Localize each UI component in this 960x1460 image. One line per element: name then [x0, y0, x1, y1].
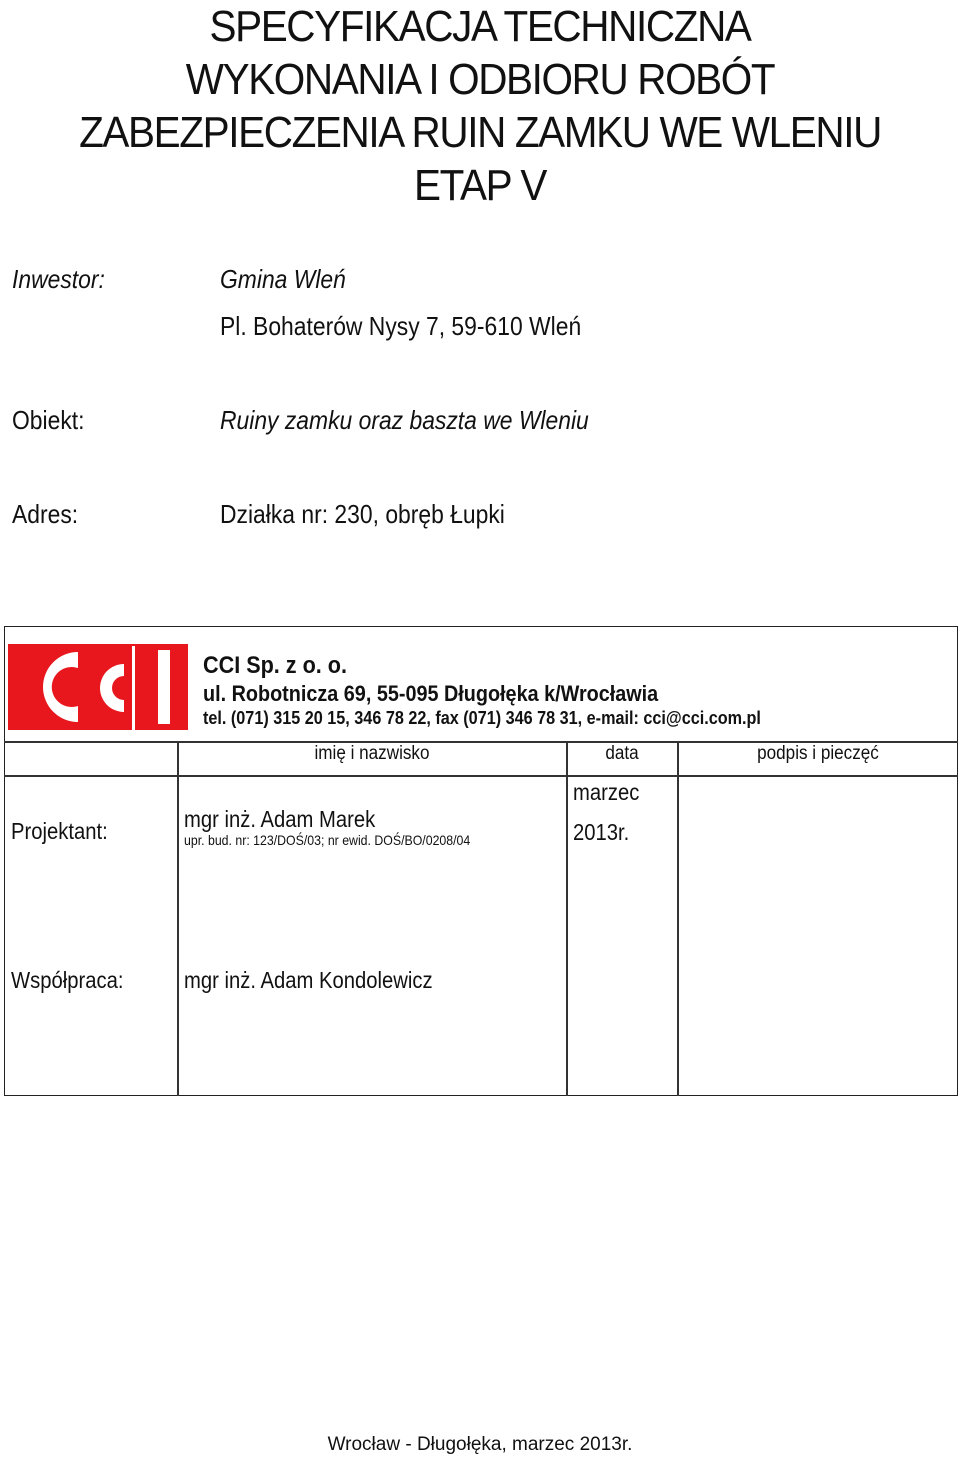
- header-signature: podpis i pieczęć: [757, 743, 879, 764]
- company-name: CCI Sp. z o. o.: [203, 652, 347, 679]
- table-col-divider-1: [177, 741, 179, 1096]
- cooperation-name: mgr inż. Adam Kondolewicz: [184, 967, 433, 993]
- address-value: Działka nr: 230, obręb Łupki: [220, 499, 505, 529]
- designer-license: upr. bud. nr: 123/DOŚ/03; nr ewid. DOŚ/BO/0208/04: [184, 832, 471, 848]
- company-street: ul. Robotnicza 69, 55-095 Długołęka k/Wrocławia: [203, 681, 659, 706]
- investor-label: Inwestor:: [12, 264, 105, 294]
- table-col-divider-2: [566, 741, 568, 1096]
- investor-address: Pl. Bohaterów Nysy 7, 59-610 Wleń: [220, 311, 582, 341]
- title-line-1: SPECYFIKACJA TECHNICZNA: [209, 2, 751, 51]
- object-value: Ruiny zamku oraz baszta we Wleniu: [220, 405, 589, 435]
- designer-name: mgr inż. Adam Marek: [184, 806, 376, 832]
- designer-date-year: 2013r.: [573, 819, 630, 845]
- header-name: imię i nazwisko: [314, 743, 430, 764]
- company-logo: [8, 640, 188, 734]
- footer-place-date: Wrocław - Długołęka, marzec 2013r.: [327, 1434, 633, 1455]
- object-label: Obiekt:: [12, 405, 85, 435]
- header-date: data: [605, 743, 639, 764]
- cooperation-label: Współpraca:: [11, 967, 124, 993]
- company-contact: tel. (071) 315 20 15, 346 78 22, fax (071) 346 78 31, e-mail: cci@cci.com.pl: [203, 708, 761, 728]
- table-col-divider-3: [677, 741, 679, 1096]
- document-title: [38, 0, 921, 212]
- title-line-4: ETAP V: [414, 161, 546, 210]
- investor-name: Gmina Wleń: [220, 264, 346, 294]
- title-line-3: ZABEZPIECZENIA RUIN ZAMKU WE WLENIU: [79, 108, 881, 157]
- address-label: Adres:: [12, 499, 79, 529]
- designer-label: Projektant:: [11, 818, 108, 844]
- designer-date-month: marzec: [573, 779, 640, 805]
- title-line-2: WYKONANIA I ODBIORU ROBÓT: [185, 55, 775, 104]
